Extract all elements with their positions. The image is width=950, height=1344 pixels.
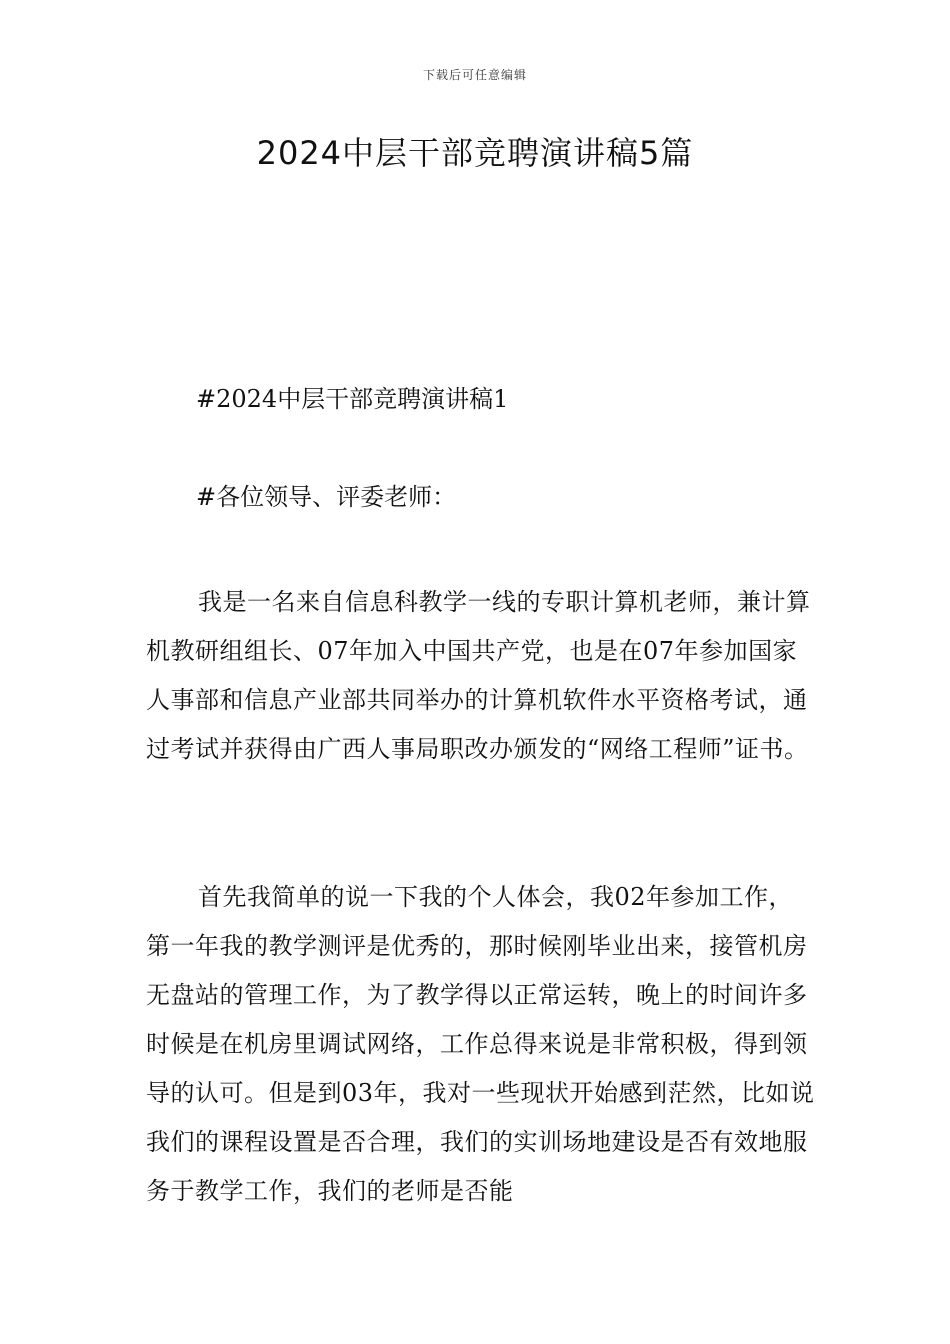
section-heading: #2024中层干部竞聘演讲稿1 [196, 385, 509, 413]
body-paragraph-1: 我是一名来自信息科教学一线的专职计算机老师，兼计算机教研组组长、07年加入中国共产党，也是在07年参加国家人事部和信息产业部共同举办的计算机软件水平资格考试，通过考试并获得由广西人事局职改办颁发的“网络工程师”证书。 [146, 588, 811, 763]
header-note: 下载后可任意编辑 [422, 68, 527, 82]
body-paragraph-2: 首先我简单的说一下我的个人体会，我02年参加工作，第一年我的教学测评是优秀的，那时候刚毕业出来，接管机房无盘站的管理工作，为了教学得以正常运转，晚上的时间许多时候是在机房里调试网络，工作总得来说是非常积极，得到领导的认可。但是到03年，我对一些现状开始感到茫然，比如说我们的课程设置是否合理，我们的实训场地建设是否有效地服务于教学工作，我们的老师是否能 [146, 883, 815, 1205]
document-title: 2024中层干部竞聘演讲稿5篇 [256, 134, 694, 172]
salutation: #各位领导、评委老师： [196, 483, 457, 511]
